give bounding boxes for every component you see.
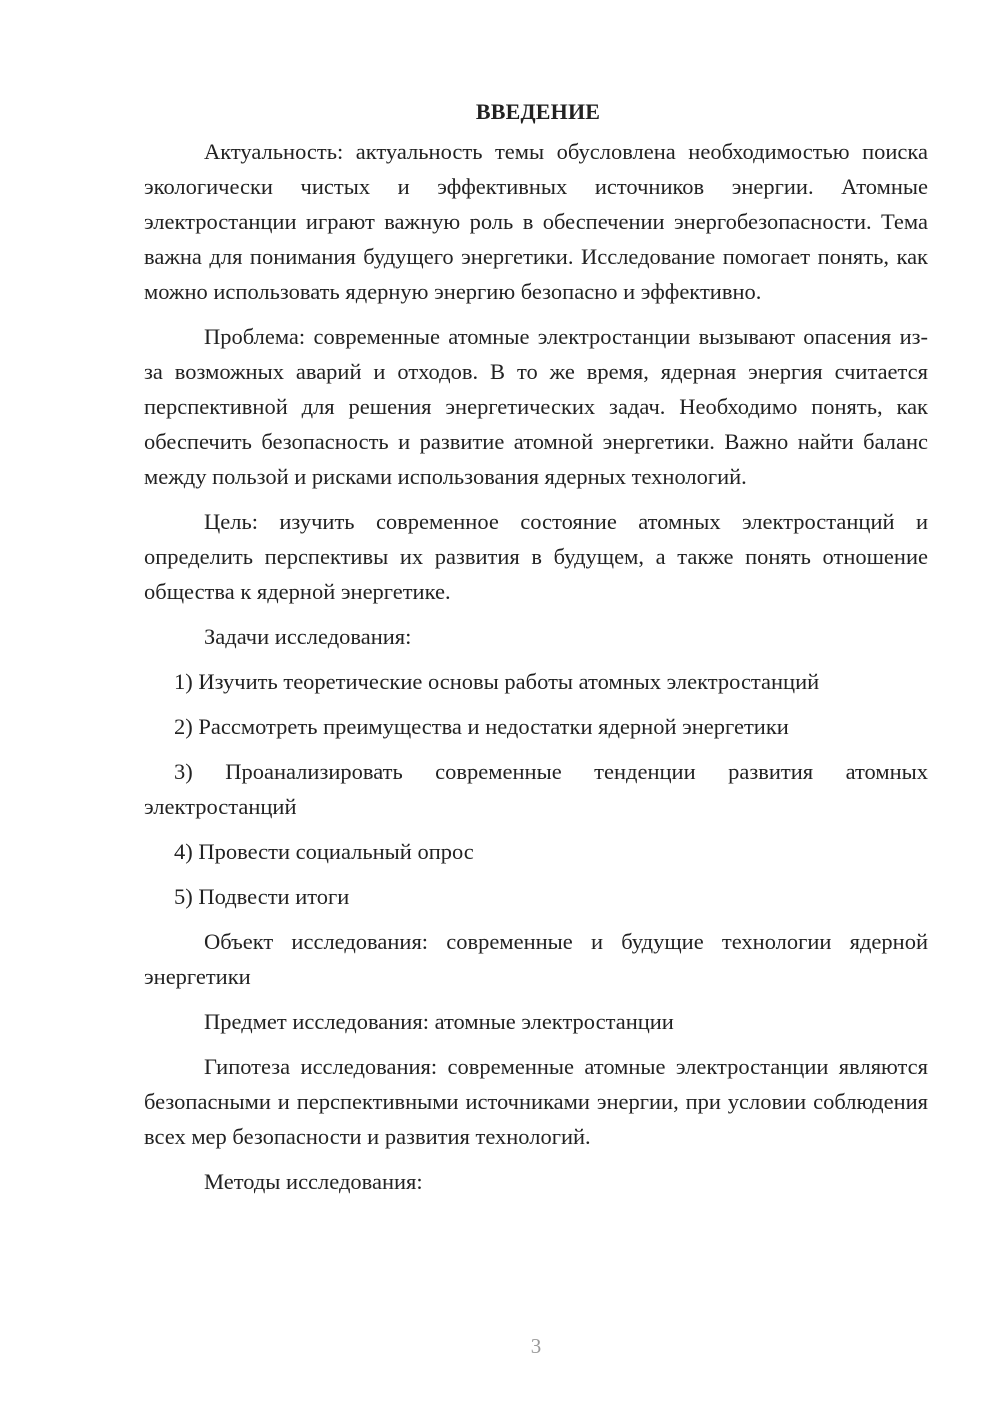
section-title: ВВЕДЕНИЕ [475,99,601,124]
paragraph-object: Объект исследования: современные и будущие технологии ядерной энергетики [144,929,928,989]
paragraph-relevance: Актуальность: актуальность темы обусловлена необходимостью поиска экологически чистых и эффективных источников энергии. Атомные электростанции играют важную роль в обеспечении энергобезопасности. Тема важна для понимания будущего энергетики. Исследование помогает понять, как можно использовать ядерную энергию безопасно и эффективно. [144,139,928,304]
task-item-3: 3) Проанализировать современные тенденции развития атомных электростанций [144,759,928,819]
page-number: 3 [530,1334,542,1358]
paragraph-methods: Методы исследования: [204,1169,423,1194]
page-content [144,96,928,1209]
paragraph-tasks-heading: Задачи исследования: [204,624,412,649]
paragraph-problem: Проблема: современные атомные электростанции вызывают опасения из-за возможных аварий и отходов. В то же время, ядерная энергия считается перспективной для решения энергетических задач. Необходимо понять, как обеспечить безопасность и развитие атомной энергетики. Важно найти баланс между пользой и рисками использования ядерных технологий. [144,324,928,489]
task-item-5: 5) Подвести итоги [174,884,350,909]
task-item-4: 4) Провести социальный опрос [174,839,474,864]
task-item-1: 1) Изучить теоретические основы работы атомных электростанций [174,669,820,694]
paragraph-hypothesis: Гипотеза исследования: современные атомные электростанции являются безопасными и перспективными источниками энергии, при условии соблюдения всех мер безопасности и развития технологий. [144,1054,928,1149]
paragraph-subject: Предмет исследования: атомные электростанции [204,1009,674,1034]
task-item-2: 2) Рассмотреть преимущества и недостатки ядерной энергетики [174,714,789,739]
paragraph-goal: Цель: изучить современное состояние атомных электростанций и определить перспективы их развития в будущем, а также понять отношение общества к ядерной энергетике. [144,509,928,604]
